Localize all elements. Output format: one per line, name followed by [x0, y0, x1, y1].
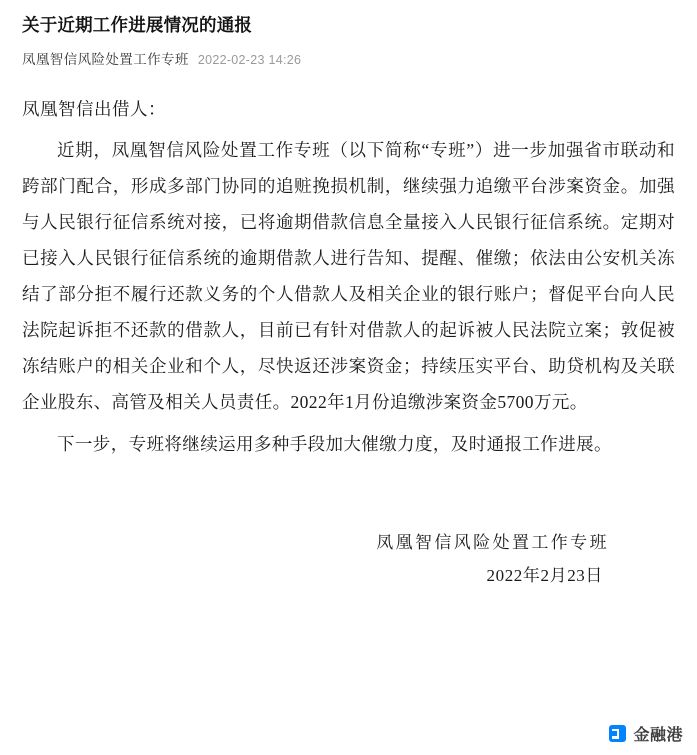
zhihu-logo-icon: [609, 725, 626, 742]
article-meta: [22, 48, 675, 68]
watermark: [609, 722, 683, 745]
body-paragraph-2: 下一步，专班将继续运用多种手段加大催缴力度，及时通报工作进展。: [57, 434, 612, 454]
salutation: 凤凰智信出借人：: [22, 99, 166, 119]
page-title: 关于近期工作进展情况的通报: [22, 15, 253, 35]
watermark-label: 金融港: [633, 727, 683, 744]
article-timestamp: 2022-02-23 14:26: [197, 53, 302, 67]
signature-block: [22, 526, 675, 592]
signature-date: 2022年2月23日: [486, 566, 603, 585]
body-paragraph-1: 近期，凤凰智信风险处置工作专班（以下简称“专班”）进一步加强省市联动和跨部门配合，形成多部门协同的追赃挽损机制，继续强力追缴平台涉案资金。加强与人民银行征信系统对接，已将逾期借款信息全量接入人民银行征信系统。定期对已接入人民银行征信系统的逾期借款人进行告知、提醒、催缴；依法由公安机关冻结了部分拒不履行还款义务的个人借款人及相关企业的银行账户；督促平台向人民法院起诉拒不还款的借款人，目前已有针对借款人的起诉被人民法院立案；敦促被冻结账户的相关企业和个人，尽快返还涉案资金；持续压实平台、助贷机构及关联企业股东、高管及相关人员责任。2022年1月份追缴涉案资金5700万元。: [22, 140, 675, 412]
article-source: 凤凰智信风险处置工作专班: [22, 52, 189, 67]
signature-organization: 凤凰智信风险处置工作专班: [376, 533, 609, 552]
